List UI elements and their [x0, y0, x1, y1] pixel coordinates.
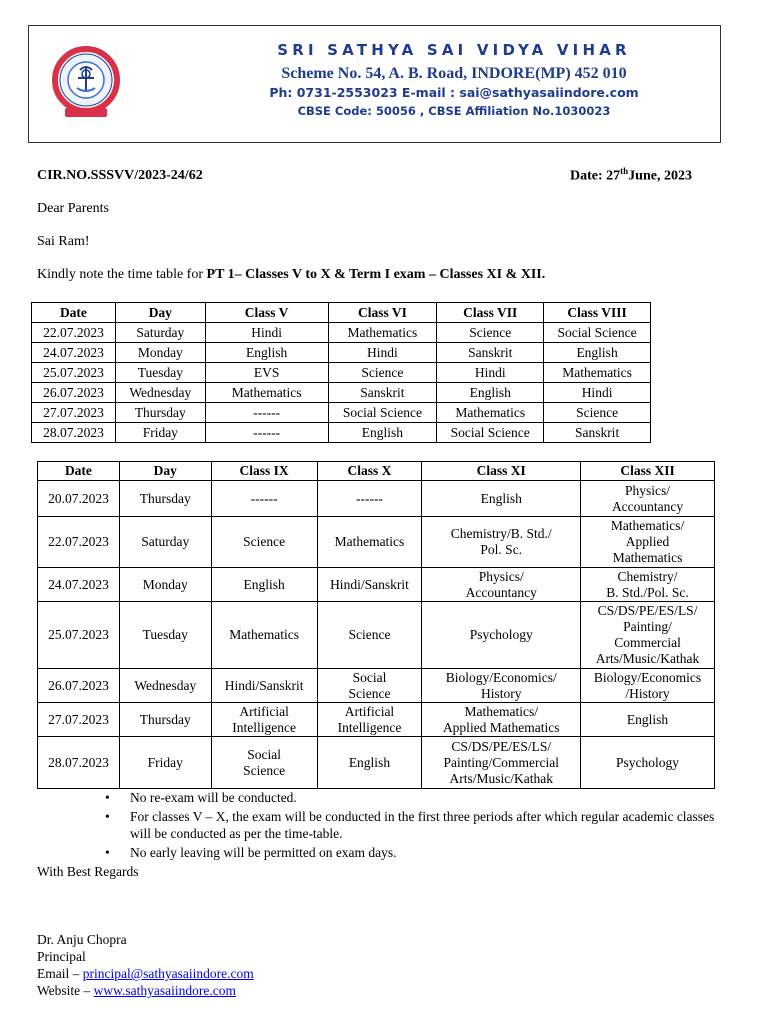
- list-item: [105, 844, 725, 861]
- table-cell: 25.07.2023: [38, 602, 120, 669]
- table-cell: Psychology: [581, 737, 715, 789]
- column-header: Date: [32, 303, 116, 323]
- table-cell: Social Science: [328, 403, 437, 423]
- table-cell: Social Science: [544, 323, 651, 343]
- table-cell: 20.07.2023: [38, 481, 120, 517]
- table-cell: English: [581, 703, 715, 737]
- table-cell: 26.07.2023: [38, 669, 120, 703]
- notes-list: [105, 789, 725, 863]
- table-cell: 24.07.2023: [38, 568, 120, 602]
- column-header: Class VI: [328, 303, 437, 323]
- table-cell: Sanskrit: [544, 423, 651, 443]
- table-cell: Saturday: [115, 323, 205, 343]
- website-label: Website –: [37, 983, 94, 998]
- table-cell: Social Science: [317, 669, 422, 703]
- table-row: [38, 481, 715, 517]
- table-cell: Mathematics: [317, 517, 422, 568]
- note-text: No re-exam will be conducted.: [130, 790, 297, 805]
- website-line: [37, 982, 254, 999]
- table-cell: CS/DS/PE/ES/LS/ Painting/ Commercial Arts/Music/Kathak: [581, 602, 715, 669]
- date-superscript: th: [620, 166, 629, 176]
- table-cell: Mathematics: [328, 323, 437, 343]
- table-cell: Biology/Economics/ History: [422, 669, 581, 703]
- email-label: Email –: [37, 966, 83, 981]
- table-cell: Chemistry/ B. Std./Pol. Sc.: [581, 568, 715, 602]
- table-cell: Tuesday: [115, 363, 205, 383]
- list-item: [105, 789, 725, 806]
- table-cell: Chemistry/B. Std./ Pol. Sc.: [422, 517, 581, 568]
- table-row: [32, 343, 651, 363]
- table-cell: Psychology: [422, 602, 581, 669]
- table-cell: Hindi: [328, 343, 437, 363]
- intro-prefix: Kindly note the time table for: [37, 267, 207, 282]
- column-header: Class IX: [211, 462, 317, 481]
- timetable-classes-v-viii: [31, 302, 651, 443]
- school-contact: Ph: 0731-2553023 E-mail : sai@sathyasaiindore.com: [269, 85, 639, 100]
- table-cell: English: [422, 481, 581, 517]
- table-row: [32, 423, 651, 443]
- table-cell: Friday: [115, 423, 205, 443]
- table-cell: Saturday: [119, 517, 211, 568]
- table-cell: Thursday: [115, 403, 205, 423]
- table-cell: English: [544, 343, 651, 363]
- table-cell: 22.07.2023: [32, 323, 116, 343]
- table-header-row: [32, 303, 651, 323]
- signature-block: [37, 931, 254, 999]
- circular-date: [570, 166, 692, 185]
- bullet-icon: •: [105, 790, 110, 805]
- table-cell: Mathematics: [437, 403, 544, 423]
- table-cell: Science: [317, 602, 422, 669]
- note-text: No early leaving will be permitted on exam days.: [130, 845, 397, 860]
- table-cell: Sanskrit: [328, 383, 437, 403]
- table-cell: ------: [205, 403, 328, 423]
- column-header: Day: [115, 303, 205, 323]
- table-cell: Hindi: [437, 363, 544, 383]
- table-cell: ------: [205, 423, 328, 443]
- school-address: Scheme No. 54, A. B. Road, INDORE(MP) 452 010: [281, 65, 627, 82]
- table-cell: Science: [544, 403, 651, 423]
- table-row: [32, 403, 651, 423]
- school-name: SRI SATHYA SAI VIDYA VIHAR: [277, 41, 631, 59]
- date-prefix: Date: 27: [570, 168, 621, 184]
- table-cell: Mathematics: [544, 363, 651, 383]
- school-emblem-icon: [51, 44, 121, 122]
- table-row: [32, 323, 651, 343]
- table-cell: Mathematics: [211, 602, 317, 669]
- table-cell: Social Science: [211, 737, 317, 789]
- table-cell: Thursday: [119, 703, 211, 737]
- table-cell: Hindi/Sanskrit: [211, 669, 317, 703]
- table-cell: English: [205, 343, 328, 363]
- table-cell: Hindi/Sanskrit: [317, 568, 422, 602]
- table-cell: Thursday: [119, 481, 211, 517]
- table-row: [38, 517, 715, 568]
- column-header: Class VII: [437, 303, 544, 323]
- table-cell: 25.07.2023: [32, 363, 116, 383]
- table-cell: English: [211, 568, 317, 602]
- table-cell: 24.07.2023: [32, 343, 116, 363]
- table-row: [38, 568, 715, 602]
- table-cell: Monday: [115, 343, 205, 363]
- table-cell: Science: [328, 363, 437, 383]
- principal-name: Dr. Anju Chopra: [37, 932, 127, 947]
- table-cell: Social Science: [437, 423, 544, 443]
- table-row: [32, 383, 651, 403]
- table-row: [38, 703, 715, 737]
- table-cell: 28.07.2023: [32, 423, 116, 443]
- table-cell: English: [317, 737, 422, 789]
- table-cell: CS/DS/PE/ES/LS/ Painting/Commercial Arts/Music/Kathak: [422, 737, 581, 789]
- column-header: Class XII: [581, 462, 715, 481]
- column-header: Class X: [317, 462, 422, 481]
- salutation: Sai Ram!: [37, 234, 90, 249]
- table-row: [38, 669, 715, 703]
- table-cell: Mathematics: [205, 383, 328, 403]
- table-cell: Science: [211, 517, 317, 568]
- greeting: Dear Parents: [37, 201, 109, 216]
- table-cell: Wednesday: [119, 669, 211, 703]
- table-cell: Artificial Intelligence: [211, 703, 317, 737]
- table-cell: Friday: [119, 737, 211, 789]
- table-cell: Mathematics/ Applied Mathematics: [422, 703, 581, 737]
- table-cell: 26.07.2023: [32, 383, 116, 403]
- column-header: Day: [119, 462, 211, 481]
- table-cell: EVS: [205, 363, 328, 383]
- column-header: Class VIII: [544, 303, 651, 323]
- table-cell: 22.07.2023: [38, 517, 120, 568]
- table-cell: Science: [437, 323, 544, 343]
- table-cell: Mathematics/ Applied Mathematics: [581, 517, 715, 568]
- table-cell: Hindi: [544, 383, 651, 403]
- principal-title: Principal: [37, 949, 86, 964]
- column-header: Class XI: [422, 462, 581, 481]
- table-row: [32, 363, 651, 383]
- table-cell: Sanskrit: [437, 343, 544, 363]
- bullet-icon: •: [105, 809, 110, 824]
- circular-number: CIR.NO.SSSVV/2023-24/62: [37, 168, 203, 183]
- table-cell: Artificial Intelligence: [317, 703, 422, 737]
- table-header-row: [38, 462, 715, 481]
- bullet-icon: •: [105, 845, 110, 860]
- column-header: Class V: [205, 303, 328, 323]
- letterhead: [28, 25, 721, 143]
- table-row: [38, 737, 715, 789]
- table-cell: ------: [317, 481, 422, 517]
- intro-bold: PT 1– Classes V to X & Term I exam – Classes XI & XII.: [206, 267, 546, 282]
- email-link[interactable]: principal@sathyasaiindore.com: [82, 966, 254, 981]
- table-row: [38, 602, 715, 669]
- closing-regards: With Best Regards: [37, 864, 139, 879]
- table-cell: ------: [211, 481, 317, 517]
- table-cell: Hindi: [205, 323, 328, 343]
- intro-line: [37, 267, 545, 283]
- table-cell: Monday: [119, 568, 211, 602]
- table-cell: Biology/Economics /History: [581, 669, 715, 703]
- table-cell: 27.07.2023: [32, 403, 116, 423]
- table-cell: Wednesday: [115, 383, 205, 403]
- table-cell: 28.07.2023: [38, 737, 120, 789]
- email-line: [37, 965, 254, 982]
- note-text: For classes V – X, the exam will be conducted in the first three periods after which regular academic classes will be conducted as per the time-table.: [130, 809, 715, 841]
- table-cell: Tuesday: [119, 602, 211, 669]
- table-cell: Physics/ Accountancy: [581, 481, 715, 517]
- cbse-info: CBSE Code: 50056 , CBSE Affiliation No.1030023: [297, 104, 611, 118]
- table-cell: 27.07.2023: [38, 703, 120, 737]
- date-suffix: June, 2023: [628, 168, 692, 184]
- table-cell: English: [328, 423, 437, 443]
- website-link[interactable]: www.sathyasaiindore.com: [93, 983, 236, 998]
- table-cell: English: [437, 383, 544, 403]
- timetable-classes-ix-xii: [37, 461, 715, 789]
- column-header: Date: [38, 462, 120, 481]
- list-item: [105, 808, 725, 842]
- table-cell: Physics/ Accountancy: [422, 568, 581, 602]
